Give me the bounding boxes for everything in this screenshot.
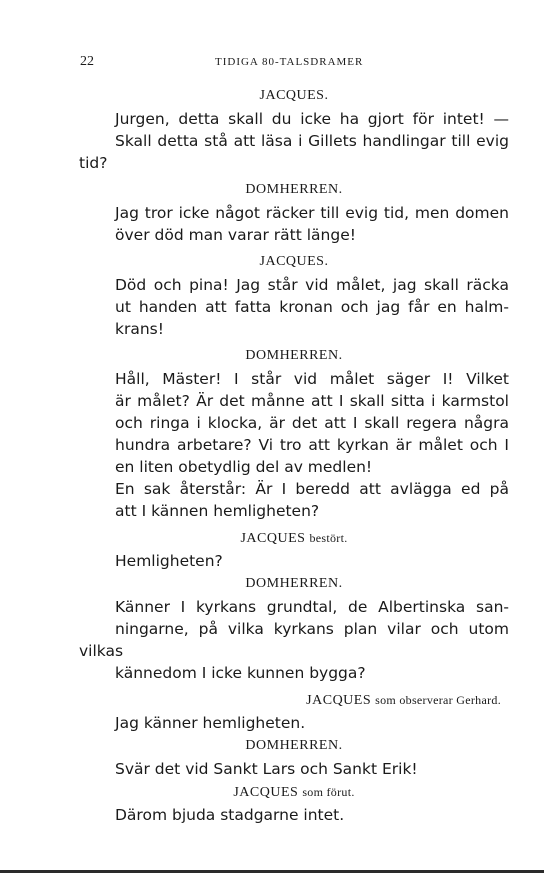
dialogue <box>79 550 509 572</box>
speaker-name: JACQUES <box>240 531 306 546</box>
dialogue-line: Jag känner hemligheten. <box>115 714 306 732</box>
dialogue-line: Jag tror icke något räcker till evig tid, men domen <box>115 204 509 222</box>
dialogue-line: att I kännen hemligheten? <box>115 502 320 520</box>
page-number: 22 <box>80 54 94 69</box>
dialogue <box>79 758 509 780</box>
dialogue-line: ut handen att fatta kronan och jag får en halm- <box>115 298 509 316</box>
dialogue <box>79 368 509 478</box>
dialogue <box>79 596 509 684</box>
speaker-name: JACQUES <box>233 785 299 800</box>
speaker-name: DOMHERREN. <box>245 348 343 363</box>
speaker-name: JACQUES. <box>259 254 329 269</box>
dialogue <box>79 274 509 340</box>
dialogue-line: Skall detta stå att läsa i Gillets handlingar till evig tid? <box>79 132 509 172</box>
dialogue-line: och ringa i klocka, är det att I skall regera några <box>115 414 509 432</box>
dialogue-line: en liten obetydlig del av medlen! <box>115 458 373 476</box>
bottom-rule <box>0 870 544 873</box>
speaker-name: DOMHERREN. <box>245 576 343 591</box>
stage-direction: bestört. <box>309 531 348 545</box>
speaker-name: DOMHERREN. <box>245 182 343 197</box>
dialogue-line: över död man varar rätt länge! <box>115 226 356 244</box>
dialogue <box>79 108 509 174</box>
dialogue-line: ningarne, på vilka kyrkans plan vilar och utom vilkas <box>79 620 509 660</box>
dialogue-line: Håll, Mäster! I står vid målet säger I! Vilket <box>115 370 509 388</box>
dialogue-line: Död och pina! Jag står vid målet, jag skall räcka <box>115 276 509 294</box>
dialogue <box>79 804 509 826</box>
speaker-name: JACQUES. <box>259 88 329 103</box>
page-header <box>80 54 510 74</box>
stage-direction: som förut. <box>302 785 355 799</box>
dialogue-line: Hemligheten? <box>115 552 223 570</box>
play-text <box>79 84 509 826</box>
dialogue-line: Därom bjuda stadgarne intet. <box>115 806 345 824</box>
dialogue <box>79 712 509 734</box>
dialogue-line: En sak återstår: Är I beredd att avlägga ed på <box>115 480 509 498</box>
dialogue-line: Känner I kyrkans grundtal, de Albertinska san- <box>115 598 509 616</box>
dialogue <box>79 202 509 246</box>
speaker-name: JACQUES <box>306 693 372 708</box>
speaker-with-direction <box>79 688 509 712</box>
dialogue-line: Jurgen, detta skall du icke ha gjort för intet! — <box>115 110 509 128</box>
running-head: TIDIGA 80-TALSDRAMER <box>215 56 364 68</box>
dialogue-line: är målet? Är det månne att I skall sitta i karmstol <box>115 392 509 410</box>
dialogue <box>79 478 509 522</box>
speaker-with-direction <box>79 780 509 804</box>
dialogue-line: krans! <box>115 320 164 338</box>
speaker-name: DOMHERREN. <box>245 738 343 753</box>
dialogue-line: kännedom I icke kunnen bygga? <box>115 664 366 682</box>
dialogue-line: Svär det vid Sankt Lars och Sankt Erik! <box>115 760 418 778</box>
stage-direction: som observerar Gerhard. <box>375 693 501 707</box>
speaker-with-direction <box>79 526 509 550</box>
dialogue-line: hundra arbetare? Vi tro att kyrkan är målet och I <box>115 436 509 454</box>
